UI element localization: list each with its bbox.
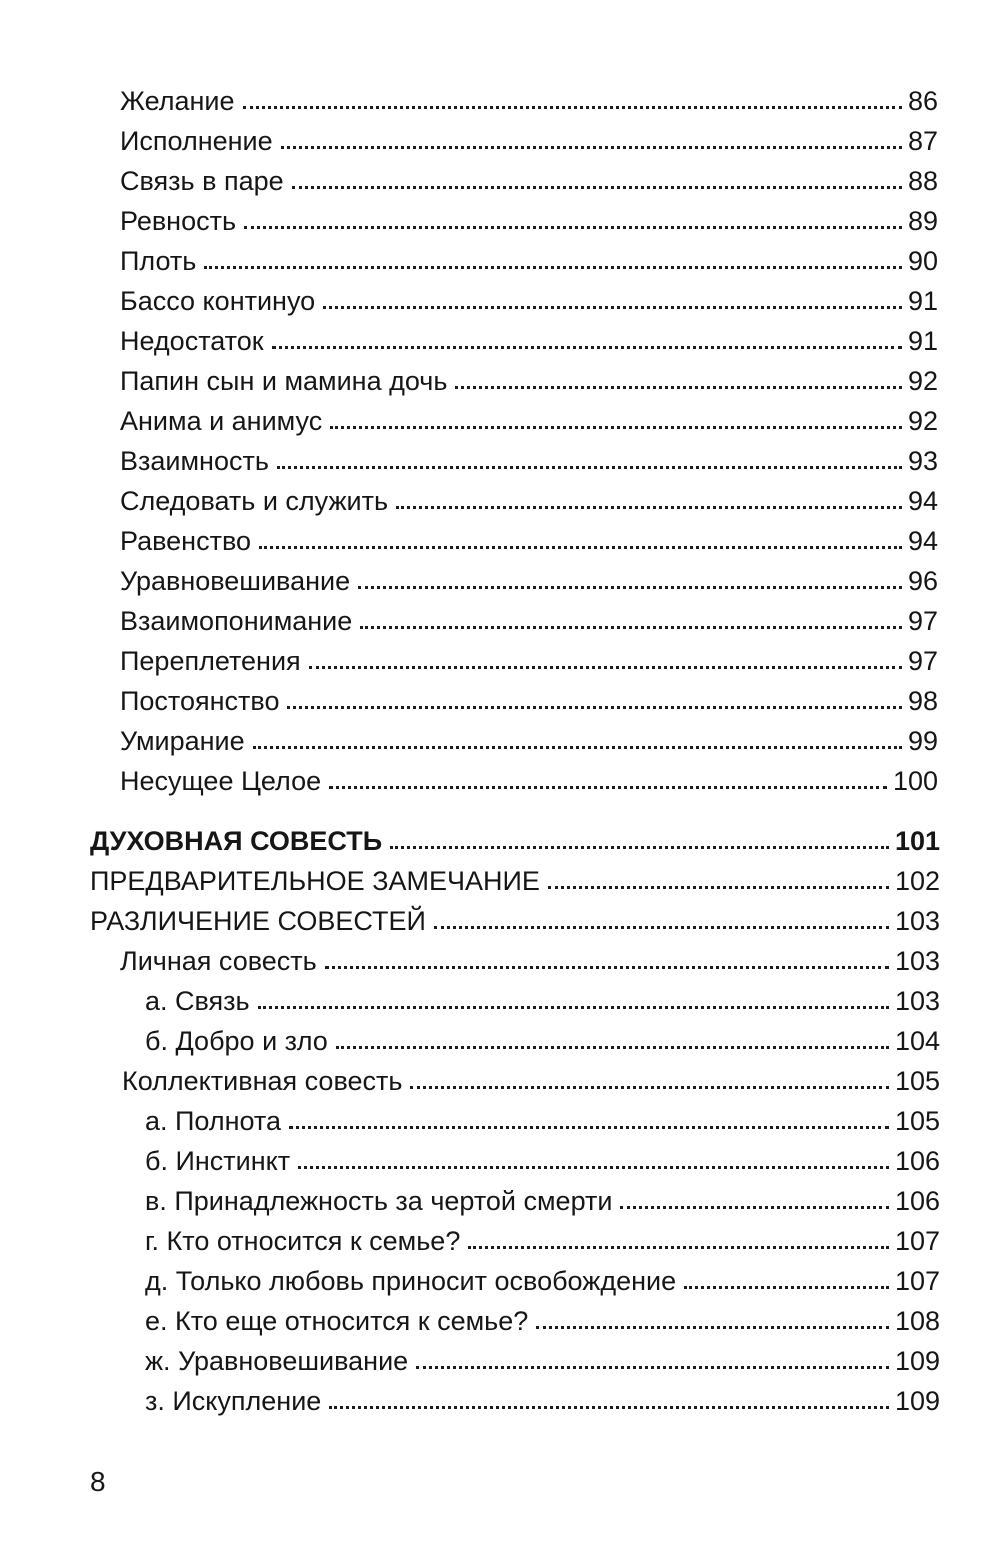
- toc-subentry[interactable]: [145, 1016, 940, 1056]
- toc-entry-page: 104: [894, 1026, 940, 1056]
- toc-entry-page: 105: [894, 1106, 940, 1136]
- toc-subentry[interactable]: [145, 1176, 940, 1216]
- toc-entry-title: Папин сын и мамина дочь: [120, 366, 448, 396]
- dot-leader: [396, 506, 902, 509]
- toc-entry-page: 100: [892, 766, 938, 796]
- toc-entry-page: 92: [907, 406, 938, 436]
- toc-part-heading[interactable]: [90, 816, 940, 856]
- toc-entry[interactable]: [120, 756, 938, 796]
- toc-entry-title: е. Кто еще относится к семье?: [145, 1306, 529, 1336]
- toc-subentry[interactable]: [145, 976, 940, 1016]
- toc-entry-page: 99: [907, 726, 938, 756]
- toc-entry-page: 109: [894, 1346, 940, 1376]
- toc-entry-title: д. Только любовь приносит освобождение: [145, 1266, 677, 1296]
- dot-leader: [336, 1046, 889, 1049]
- toc-subentry[interactable]: [145, 1296, 940, 1336]
- dot-leader: [325, 966, 889, 969]
- toc-entry-title: Личная совесть: [120, 946, 317, 976]
- toc-entry[interactable]: [120, 116, 938, 156]
- dot-leader: [620, 1206, 889, 1209]
- toc-entry-title: Взаимопонимание: [120, 606, 353, 636]
- toc-entry-page: 92: [907, 366, 938, 396]
- toc-entry-page: 91: [907, 326, 938, 356]
- toc-entry-page: 87: [907, 126, 938, 156]
- dot-leader: [204, 266, 902, 269]
- toc-entry-title: б. Добро и зло: [145, 1026, 328, 1056]
- toc-entry[interactable]: [120, 716, 938, 756]
- toc-entry-page: 103: [894, 986, 940, 1016]
- toc-entry-title: ПРЕДВАРИТЕЛЬНОЕ ЗАМЕЧАНИЕ: [90, 866, 540, 896]
- dot-leader: [390, 846, 889, 849]
- toc-subentry[interactable]: [145, 1376, 940, 1416]
- toc-entry-page: 89: [907, 206, 938, 236]
- dot-leader: [287, 706, 901, 709]
- toc-entry-page: 103: [894, 906, 940, 936]
- toc-entry-title: ж. Уравновешивание: [145, 1346, 409, 1376]
- toc-entry[interactable]: [120, 476, 938, 516]
- dot-leader: [358, 586, 902, 589]
- dot-leader: [277, 466, 902, 469]
- dot-leader: [434, 926, 889, 929]
- toc-entry-page: 109: [894, 1386, 940, 1416]
- toc-entry-title: РАЗЛИЧЕНИЕ СОВЕСТЕЙ: [90, 906, 426, 936]
- dot-leader: [330, 426, 902, 429]
- dot-leader: [253, 746, 902, 749]
- toc-entry-title: Желание: [120, 86, 235, 116]
- dot-leader: [329, 1406, 889, 1409]
- toc-entry-title: в. Принадлежность за чертой смерти: [145, 1186, 613, 1216]
- toc-entry[interactable]: [120, 596, 938, 636]
- toc-entry-page: 106: [894, 1146, 940, 1176]
- dot-leader: [329, 786, 887, 789]
- page-number: 8: [90, 1466, 106, 1497]
- toc-entry-title: Уравновешивание: [120, 566, 351, 596]
- toc-entry-title: Недостаток: [120, 326, 264, 356]
- toc-entry-page: 97: [907, 646, 938, 676]
- toc-entry-page: 86: [907, 86, 938, 116]
- dot-leader: [272, 346, 902, 349]
- toc-entry[interactable]: [120, 196, 938, 236]
- toc-entry-page: 94: [907, 486, 938, 516]
- dot-leader: [292, 186, 902, 189]
- toc-subentry[interactable]: [145, 1256, 940, 1296]
- toc-entry-page: 101: [894, 826, 940, 856]
- toc-entry-title: Исполнение: [120, 126, 273, 156]
- toc-entry[interactable]: [120, 516, 938, 556]
- toc-subentry[interactable]: [145, 1136, 940, 1176]
- dot-leader: [258, 1006, 889, 1009]
- dot-leader: [684, 1286, 889, 1289]
- dot-leader: [289, 1126, 889, 1129]
- dot-leader: [360, 626, 902, 629]
- toc-entry-title: б. Инстинкт: [145, 1146, 291, 1176]
- dot-leader: [281, 146, 902, 149]
- toc-entry-title: а. Полнота: [145, 1106, 282, 1136]
- toc-entry-page: 88: [907, 166, 938, 196]
- toc-entry-page: 93: [907, 446, 938, 476]
- toc-entry[interactable]: [120, 76, 938, 116]
- toc-subentry[interactable]: [145, 1216, 940, 1256]
- toc-entry-page: 97: [907, 606, 938, 636]
- toc-entry-title: ДУХОВНАЯ СОВЕСТЬ: [90, 826, 383, 856]
- toc-entry-page: 94: [907, 526, 938, 556]
- toc-entry-title: Равенство: [120, 526, 252, 556]
- toc-entry[interactable]: [120, 636, 938, 676]
- toc-entry-page: 103: [894, 946, 940, 976]
- toc-entry-title: Взаимность: [120, 446, 269, 476]
- toc-entry-title: а. Связь: [145, 986, 250, 1016]
- dot-leader: [536, 1326, 889, 1329]
- toc-entry-title: Постоянство: [120, 686, 280, 716]
- toc-entry-title: Следовать и служить: [120, 486, 389, 516]
- dot-leader: [309, 666, 902, 669]
- toc-entry-title: Бассо континуо: [120, 286, 316, 316]
- dot-leader: [548, 886, 889, 889]
- toc-entry[interactable]: [120, 156, 938, 196]
- dot-leader: [323, 306, 902, 309]
- toc-entry-title: Коллективная совесть: [122, 1066, 403, 1096]
- toc-entry[interactable]: [120, 676, 938, 716]
- toc-entry[interactable]: [120, 276, 938, 316]
- toc-entry[interactable]: [120, 436, 938, 476]
- toc-entry[interactable]: [120, 316, 938, 356]
- dot-leader: [468, 1246, 889, 1249]
- toc-entry-page: 107: [894, 1226, 940, 1256]
- toc-entry-page: 106: [894, 1186, 940, 1216]
- toc-entry-title: Переплетения: [120, 646, 301, 676]
- toc-subentry[interactable]: [145, 1096, 940, 1136]
- toc-entry[interactable]: [122, 1056, 940, 1096]
- toc-entry-page: 105: [894, 1066, 940, 1096]
- toc-entry-title: Ревность: [120, 206, 237, 236]
- dot-leader: [455, 386, 902, 389]
- toc-entry-title: г. Кто относится к семье?: [145, 1226, 461, 1256]
- dot-leader: [298, 1166, 889, 1169]
- toc-entry-page: 98: [907, 686, 938, 716]
- toc-entry-page: 91: [907, 286, 938, 316]
- toc-entry[interactable]: [120, 936, 940, 976]
- toc-entry-page: 90: [907, 246, 938, 276]
- toc-entry-page: 96: [907, 566, 938, 596]
- toc-entry-title: Плоть: [120, 246, 197, 276]
- toc-entry[interactable]: [120, 396, 938, 436]
- toc-entry-page: 108: [894, 1306, 940, 1336]
- toc-entry-title: Умирание: [120, 726, 245, 756]
- toc-entry[interactable]: [120, 356, 938, 396]
- toc-entry-title: Анима и анимус: [120, 406, 323, 436]
- toc-entry-title: з. Искупление: [145, 1386, 322, 1416]
- toc-entry[interactable]: [120, 236, 938, 276]
- dot-leader: [259, 546, 902, 549]
- dot-leader: [244, 226, 902, 229]
- toc-entry-page: 107: [894, 1266, 940, 1296]
- dot-leader: [416, 1366, 889, 1369]
- toc-entry-title: Связь в паре: [120, 166, 284, 196]
- toc-subentry[interactable]: [145, 1336, 940, 1376]
- toc-chapter-heading[interactable]: [90, 896, 940, 936]
- dot-leader: [410, 1086, 888, 1089]
- toc-entry-title: Несущее Целое: [120, 766, 322, 796]
- toc-chapter-heading[interactable]: [90, 856, 940, 896]
- toc-entry-page: 102: [894, 866, 940, 896]
- toc-entry[interactable]: [120, 556, 938, 596]
- dot-leader: [243, 106, 902, 109]
